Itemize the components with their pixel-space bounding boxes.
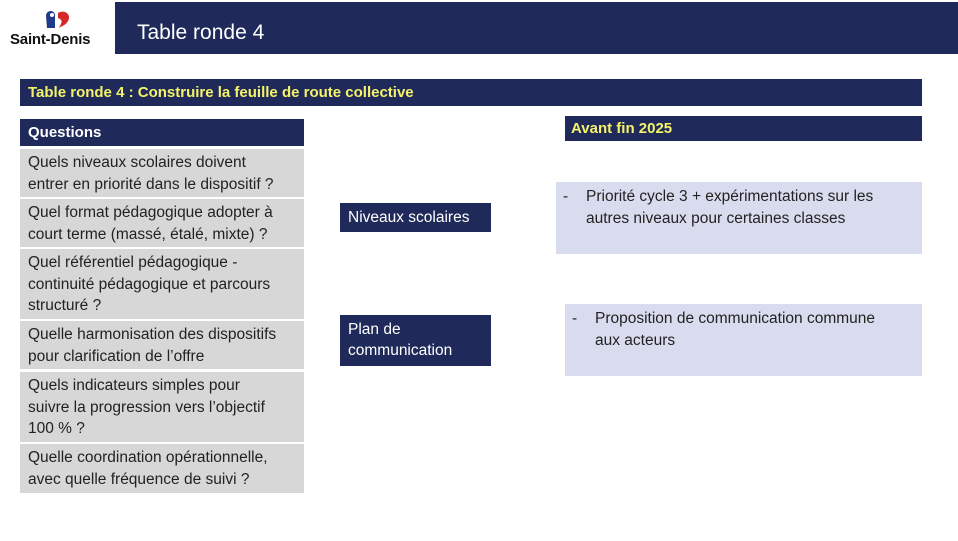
page-title: Table ronde 4 xyxy=(137,21,265,44)
question-cell xyxy=(20,249,304,319)
question-line: Quel référentiel pédagogique - xyxy=(28,254,238,271)
answer-plan xyxy=(565,304,922,376)
question-line: avec quelle fréquence de suivi ? xyxy=(28,470,250,488)
question-line: Quelle harmonisation des dispositifs xyxy=(28,326,277,343)
question-line: 100 % ? xyxy=(28,420,85,437)
bullet-dash: - xyxy=(572,310,578,327)
logo-text: Saint-Denis xyxy=(10,31,91,48)
section-banner: Table ronde 4 : Construire la feuille de route collective xyxy=(20,79,922,106)
answer-line: Proposition de communication commune xyxy=(595,310,875,327)
question-line: pour clarification de l’offre xyxy=(28,347,205,365)
question-cell xyxy=(20,199,304,247)
question-line: entrer en priorité dans le dispositif ? xyxy=(28,175,274,193)
question-line: Quels niveaux scolaires doivent xyxy=(28,154,246,171)
question-line: continuité pédagogique et parcours xyxy=(28,275,271,293)
question-line: Quels indicateurs simples pour xyxy=(28,377,240,394)
answer-line: aux acteurs xyxy=(595,331,676,349)
answer-line: Priorité cycle 3 + expérimentations sur les xyxy=(586,188,874,205)
bullet-dash: - xyxy=(563,188,569,205)
label-niveaux-scolaires: Niveaux scolaires xyxy=(340,203,491,232)
question-line: court terme (massé, étalé, mixte) ? xyxy=(28,225,268,243)
question-line: suivre la progression vers l’objectif xyxy=(28,398,265,416)
question-cell xyxy=(20,372,304,442)
label-line: Plan de xyxy=(348,321,401,338)
answer-niveaux xyxy=(556,182,922,254)
question-line: structuré ? xyxy=(28,297,102,314)
deadline-header: Avant fin 2025 xyxy=(565,116,922,141)
label-line: communication xyxy=(348,342,453,359)
questions-header: Questions xyxy=(20,119,304,146)
question-cell xyxy=(20,444,304,493)
label-plan-communication xyxy=(340,315,491,366)
question-cell xyxy=(20,321,304,369)
answer-line: autres niveaux pour certaines classes xyxy=(586,209,846,227)
question-line: Quelle coordination opérationnelle, xyxy=(28,449,268,466)
question-line: Quel format pédagogique adopter à xyxy=(28,204,273,221)
question-cell xyxy=(20,149,304,197)
